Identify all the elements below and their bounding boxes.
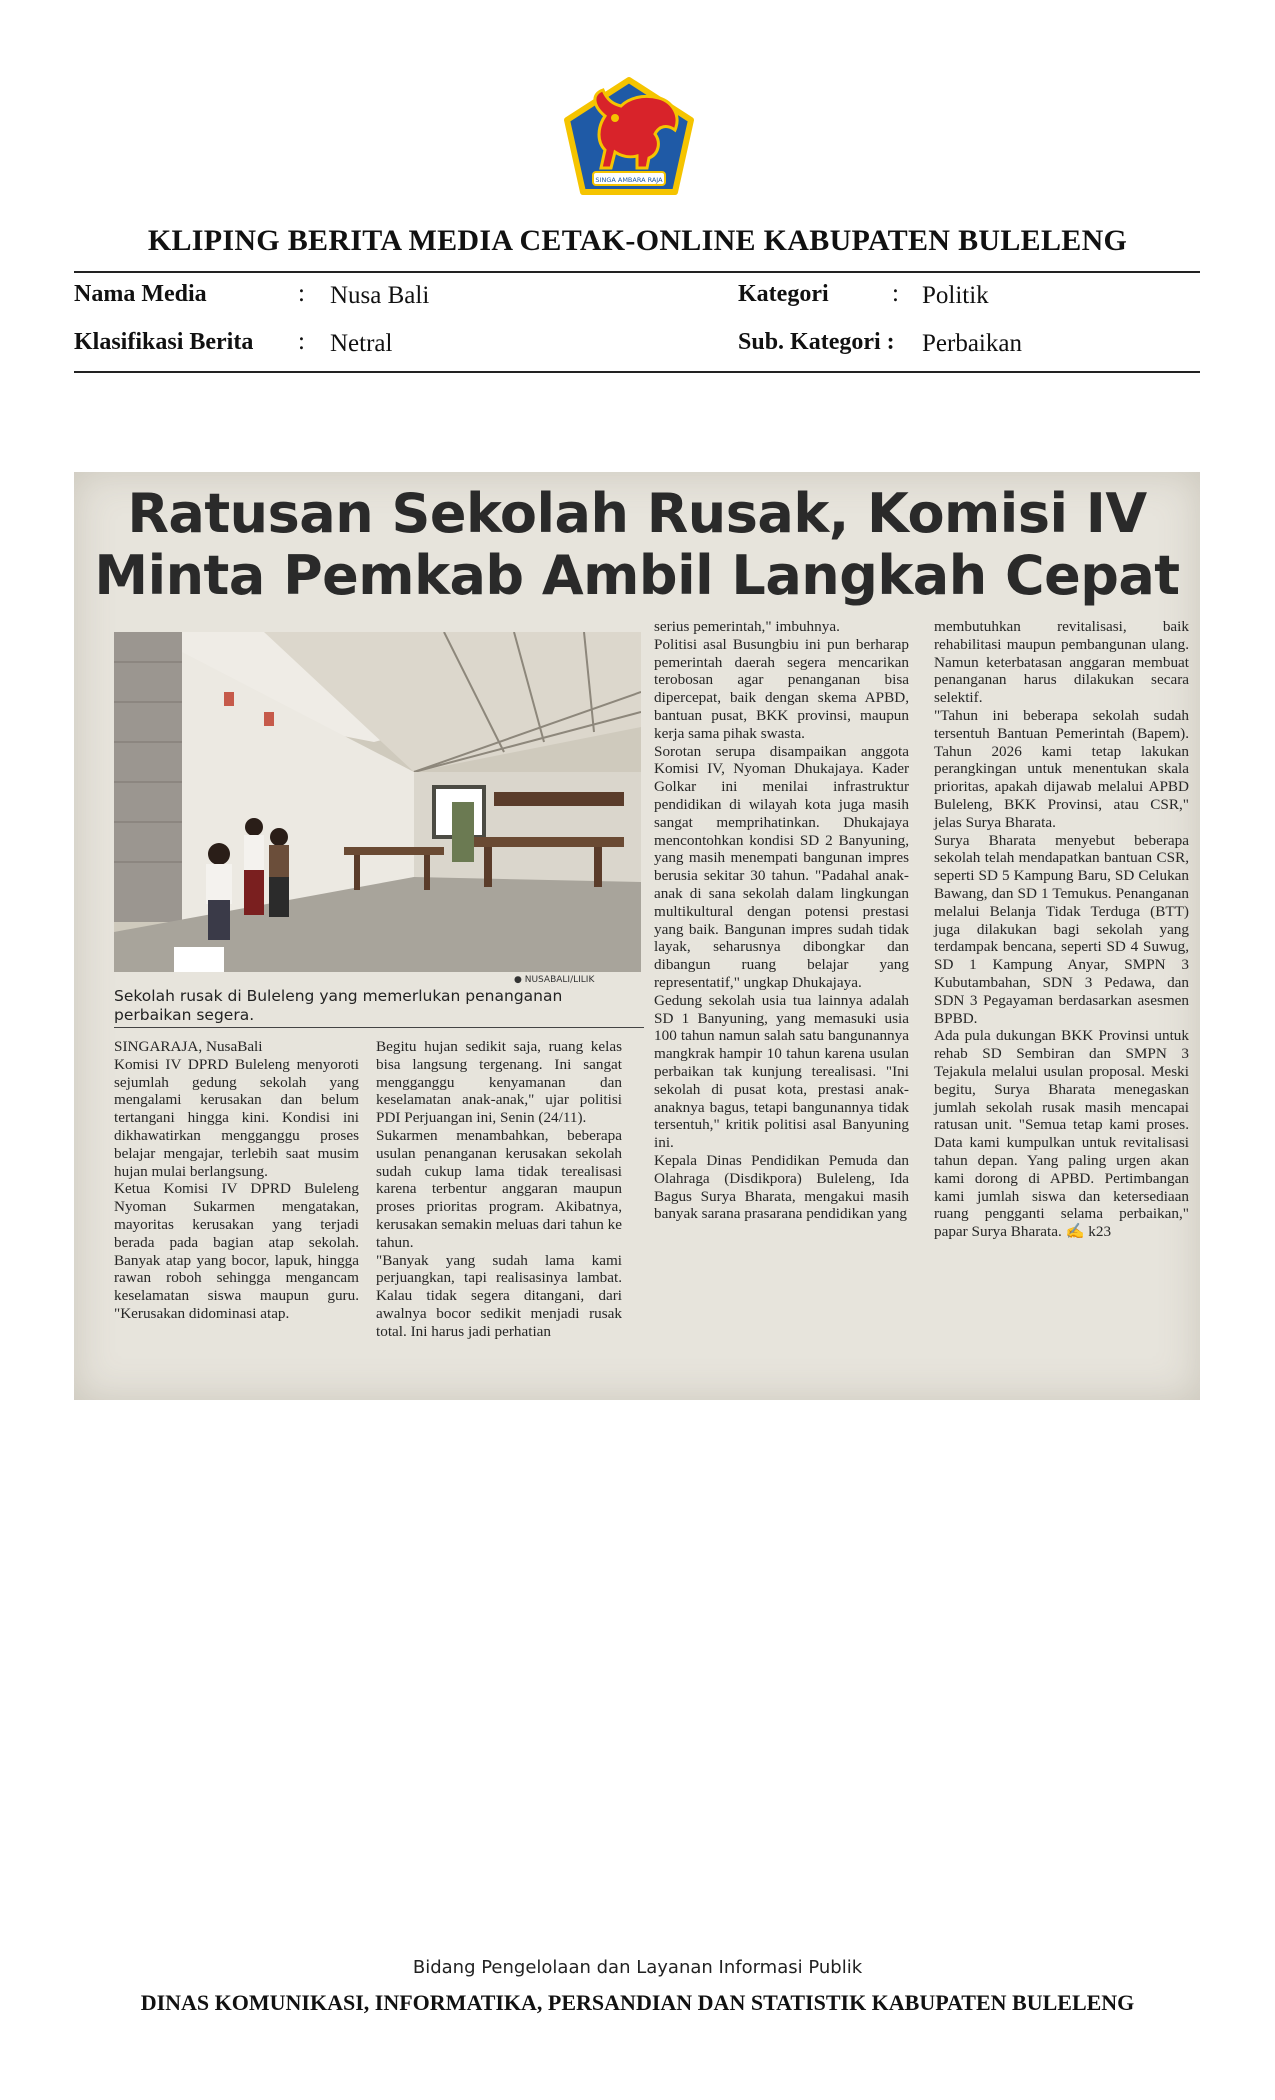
headline-line-1: Ratusan Sekolah Rusak, Komisi IV (127, 482, 1147, 545)
kategori-value: Politik (922, 282, 989, 309)
kategori-label: Kategori (738, 281, 829, 307)
klasifikasi-colon: : (298, 328, 305, 355)
headline-line-2: Minta Pemkab Ambil Langkah Cepat (94, 544, 1180, 607)
kliping-title: KLIPING BERITA MEDIA CETAK-ONLINE KABUPATEN BULELENG (147, 224, 1128, 257)
article-column-3: serius pemerintah," imbuhnya. Politisi asal Busungbiu ini pun berharap pemerintah daerah segera mencarikan terobosan agar penanganan bisa dipercepat, baik dengan skema APBD, bantuan pusat, BKK provinsi, maupun kerja sama pihak swasta. Sorotan serupa disampaikan anggota Komisi IV, Nyoman Dhukajaya. Kader Golkar ini menilai infrastruktur pendidikan di wilayah kota juga masih sangat memprihatinkan. Dhukajaya mencontohkan kondisi SD 2 Banyuning, yang masih menempati bangunan impres berusia sekitar 30 tahun. "Padahal anak-anak di sana sekolah dalam lingkungan multikultural dengan potensi prestasi yang baik. Bangunan impres sudah tidak layak, seharusnya dibongkar dan dibangun ruang belajar yang representatif," ungkap Dhukajaya. Gedung sekolah usia tua lainnya adalah SD 1 Banyuning, yang memasuki usia 100 tahun namun salah satu bangunannya mangkrak hampir 10 tahun karena usulan perbaikan tak kunjung terealisasi. "Ini sekolah di pusat kota, prestasi anak-anaknya bagus, tetapi bangunannya tidak tersentuh," kritik politisi asal Banyuning ini. Kepala Dinas Pendidikan Pemuda dan Olahraga (Disdikpora) Buleleng, Ida Bagus Surya Bharata, mengakui masih banyak sarana prasarana pendidikan yang (654, 618, 909, 1223)
svg-text:SINGA AMBARA RAJA: SINGA AMBARA RAJA (595, 176, 663, 184)
article-column-2: Begitu hujan sedikit saja, ruang kelas bisa langsung tergenang. Ini sangat mengganggu kenyamanan dan keselamatan anak-anak," ujar politisi PDI Perjuangan ini, Senin (24/11). Sukarmen menambahkan, beberapa usulan penanganan kerusakan sekolah sudah cukup lama tidak terealisasi karena terbentur anggaran maupun proses prioritas program. Akibatnya, kerusakan semakin meluas dari tahun ke tahun. "Banyak yang sudah lama kami perjuangkan, tapi realisasinya lambat. Kalau tidak segera ditangani, dari awalnya bocor sedikit menjadi rusak total. Ini harus jadi perhatian (376, 1038, 622, 1340)
caption-rule (114, 1027, 644, 1028)
footer-unit: Bidang Pengelolaan dan Layanan Informasi Publik (412, 1957, 863, 1978)
klasifikasi-label: Klasifikasi Berita (74, 329, 254, 355)
nama-media-value: Nusa Bali (330, 282, 430, 309)
classroom-photo (114, 632, 641, 972)
subkategori-value: Perbaikan (922, 330, 1022, 357)
photo-caption: Sekolah rusak di Buleleng yang memerlukan penanganan perbaikan segera. (114, 987, 563, 1024)
nama-media-label: Nama Media (74, 281, 207, 307)
newspaper-clipping (74, 472, 1200, 1400)
header-rule-top (74, 271, 1200, 273)
article-column-4: membutuhkan revitalisasi, baik rehabilitasi maupun pembangunan ulang. Namun keterbatasan anggaran membuat penanganan harus dilakukan secara selektif. "Tahun ini beberapa sekolah sudah tersentuh Bantuan Pemerintah (Bapem). Tahun 2026 kami tetap lakukan perangkingan untuk menentukan skala prioritas, apakah dijawab melalui APBD Buleleng, BKK Provinsi, atau CSR," jelas Surya Bharata. Surya Bharata menyebut beberapa sekolah telah mendapatkan bantuan CSR, seperti SD 5 Kampung Baru, SD Celukan Bawang, dan SD 1 Temukus. Penanganan melalui Belanja Tidak Terduga (BTT) juga dilakukan bagi sekolah yang terdampak bencana, seperti SD 4 Suwug, SD 1 Kampung Anyar, SMPN 3 Kubutambahan, SDN 3 Pedawa, dan SDN 3 Pegayaman berdasarkan asesmen BPBD. Ada pula dukungan BKK Provinsi untuk rehab SD Sembiran dan SMPN 3 Tejakula melalui usulan proposal. Meski begitu, Surya Bharata menegaskan jumlah sekolah rusak masih mencapai ratusan unit. "Semua tetap kami proses. Data kami kumpulkan untuk revitalisasi tahun depan. Yang paling urgen akan kami dorong di APBD. Pertimbangan kami jumlah siswa dan ketersediaan ruang pengganti selama perbaikan," papar Surya Bharata. ✍ k23 (934, 618, 1189, 1241)
nama-media-colon: : (298, 280, 305, 307)
kategori-colon: : (892, 280, 899, 307)
photo-credit: ● NUSABALI/LILIK (514, 975, 595, 985)
footer-agency: DINAS KOMUNIKASI, INFORMATIKA, PERSANDIAN DAN STATISTIK KABUPATEN BULELENG (140, 1990, 1135, 2015)
article-column-1: SINGARAJA, NusaBali Komisi IV DPRD Buleleng menyoroti sejumlah gedung sekolah yang mengalami kerusakan dan belum tertangani hingga kini. Kondisi ini dikhawatirkan mengganggu proses belajar mengajar, terlebih saat musim hujan mulai berlangsung. Ketua Komisi IV DPRD Buleleng Nyoman Sukarmen mengatakan, mayoritas kerusakan yang terjadi berada pada bagian atap sekolah. Banyak atap yang bocor, lapuk, hingga rawan roboh sehingga mengancam keselamatan siswa maupun guru. "Kerusakan didominasi atap. (114, 1038, 359, 1322)
subkategori-label: Sub. Kategori : (738, 329, 895, 355)
buleleng-logo (563, 76, 695, 196)
header-rule-bottom (74, 371, 1200, 373)
klasifikasi-value: Netral (330, 330, 393, 357)
